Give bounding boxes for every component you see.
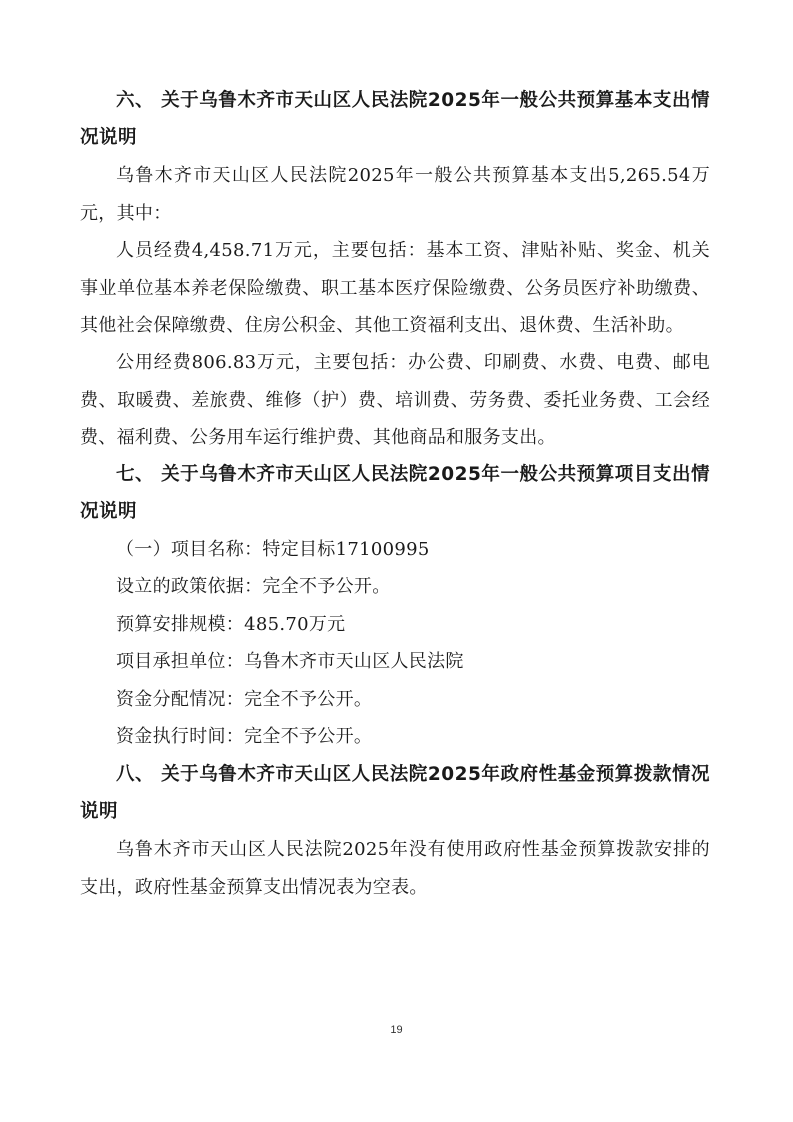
section-6-public-expenses-paragraph: 公用经费806.83万元，主要包括：办公费、印刷费、水费、电费、邮电费、取暖费、差旅费、维修（护）费、培训费、劳务费、委托业务费、工会经费、福利费、公务用车运行维护费、其他商品和服务支出。 bbox=[80, 352, 710, 448]
section-6-personnel-expenses-paragraph: 人员经费4,458.71万元，主要包括：基本工资、津贴补贴、奖金、机关事业单位基本养老保险缴费、职工基本医疗保险缴费、公务员医疗补助缴费、其他社会保障缴费、住房公积金、其他工资福利支出、退休费、生活补助。 bbox=[80, 240, 710, 336]
section-7-heading: 七、 关于乌鲁木齐市天山区人民法院2025年一般公共预算项目支出情况说明 bbox=[80, 464, 710, 522]
policy-basis-item: 设立的政策依据：完全不予公开。 bbox=[116, 576, 391, 597]
execution-time-item: 资金执行时间：完全不予公开。 bbox=[116, 726, 373, 747]
section-8-heading: 八、 关于乌鲁木齐市天山区人民法院2025年政府性基金预算拨款情况说明 bbox=[80, 764, 710, 822]
section-6-heading: 六、 关于乌鲁木齐市天山区人民法院2025年一般公共预算基本支出情况说明 bbox=[80, 90, 710, 148]
project-name-item: （一）项目名称：特定目标17100995 bbox=[116, 539, 430, 560]
section-6-basic-expenditure-paragraph: 乌鲁木齐市天山区人民法院2025年一般公共预算基本支出5,265.54万元，其中： bbox=[80, 165, 710, 224]
page-number: 19 bbox=[390, 1024, 403, 1036]
responsible-unit-item: 项目承担单位：乌鲁木齐市天山区人民法院 bbox=[116, 651, 464, 672]
section-8-fund-budget-paragraph: 乌鲁木齐市天山区人民法院2025年没有使用政府性基金预算拨款安排的支出，政府性基金预算支出情况表为空表。 bbox=[80, 839, 710, 898]
fund-allocation-item: 资金分配情况：完全不予公开。 bbox=[116, 689, 373, 710]
budget-scale-item: 预算安排规模：485.70万元 bbox=[116, 614, 346, 635]
